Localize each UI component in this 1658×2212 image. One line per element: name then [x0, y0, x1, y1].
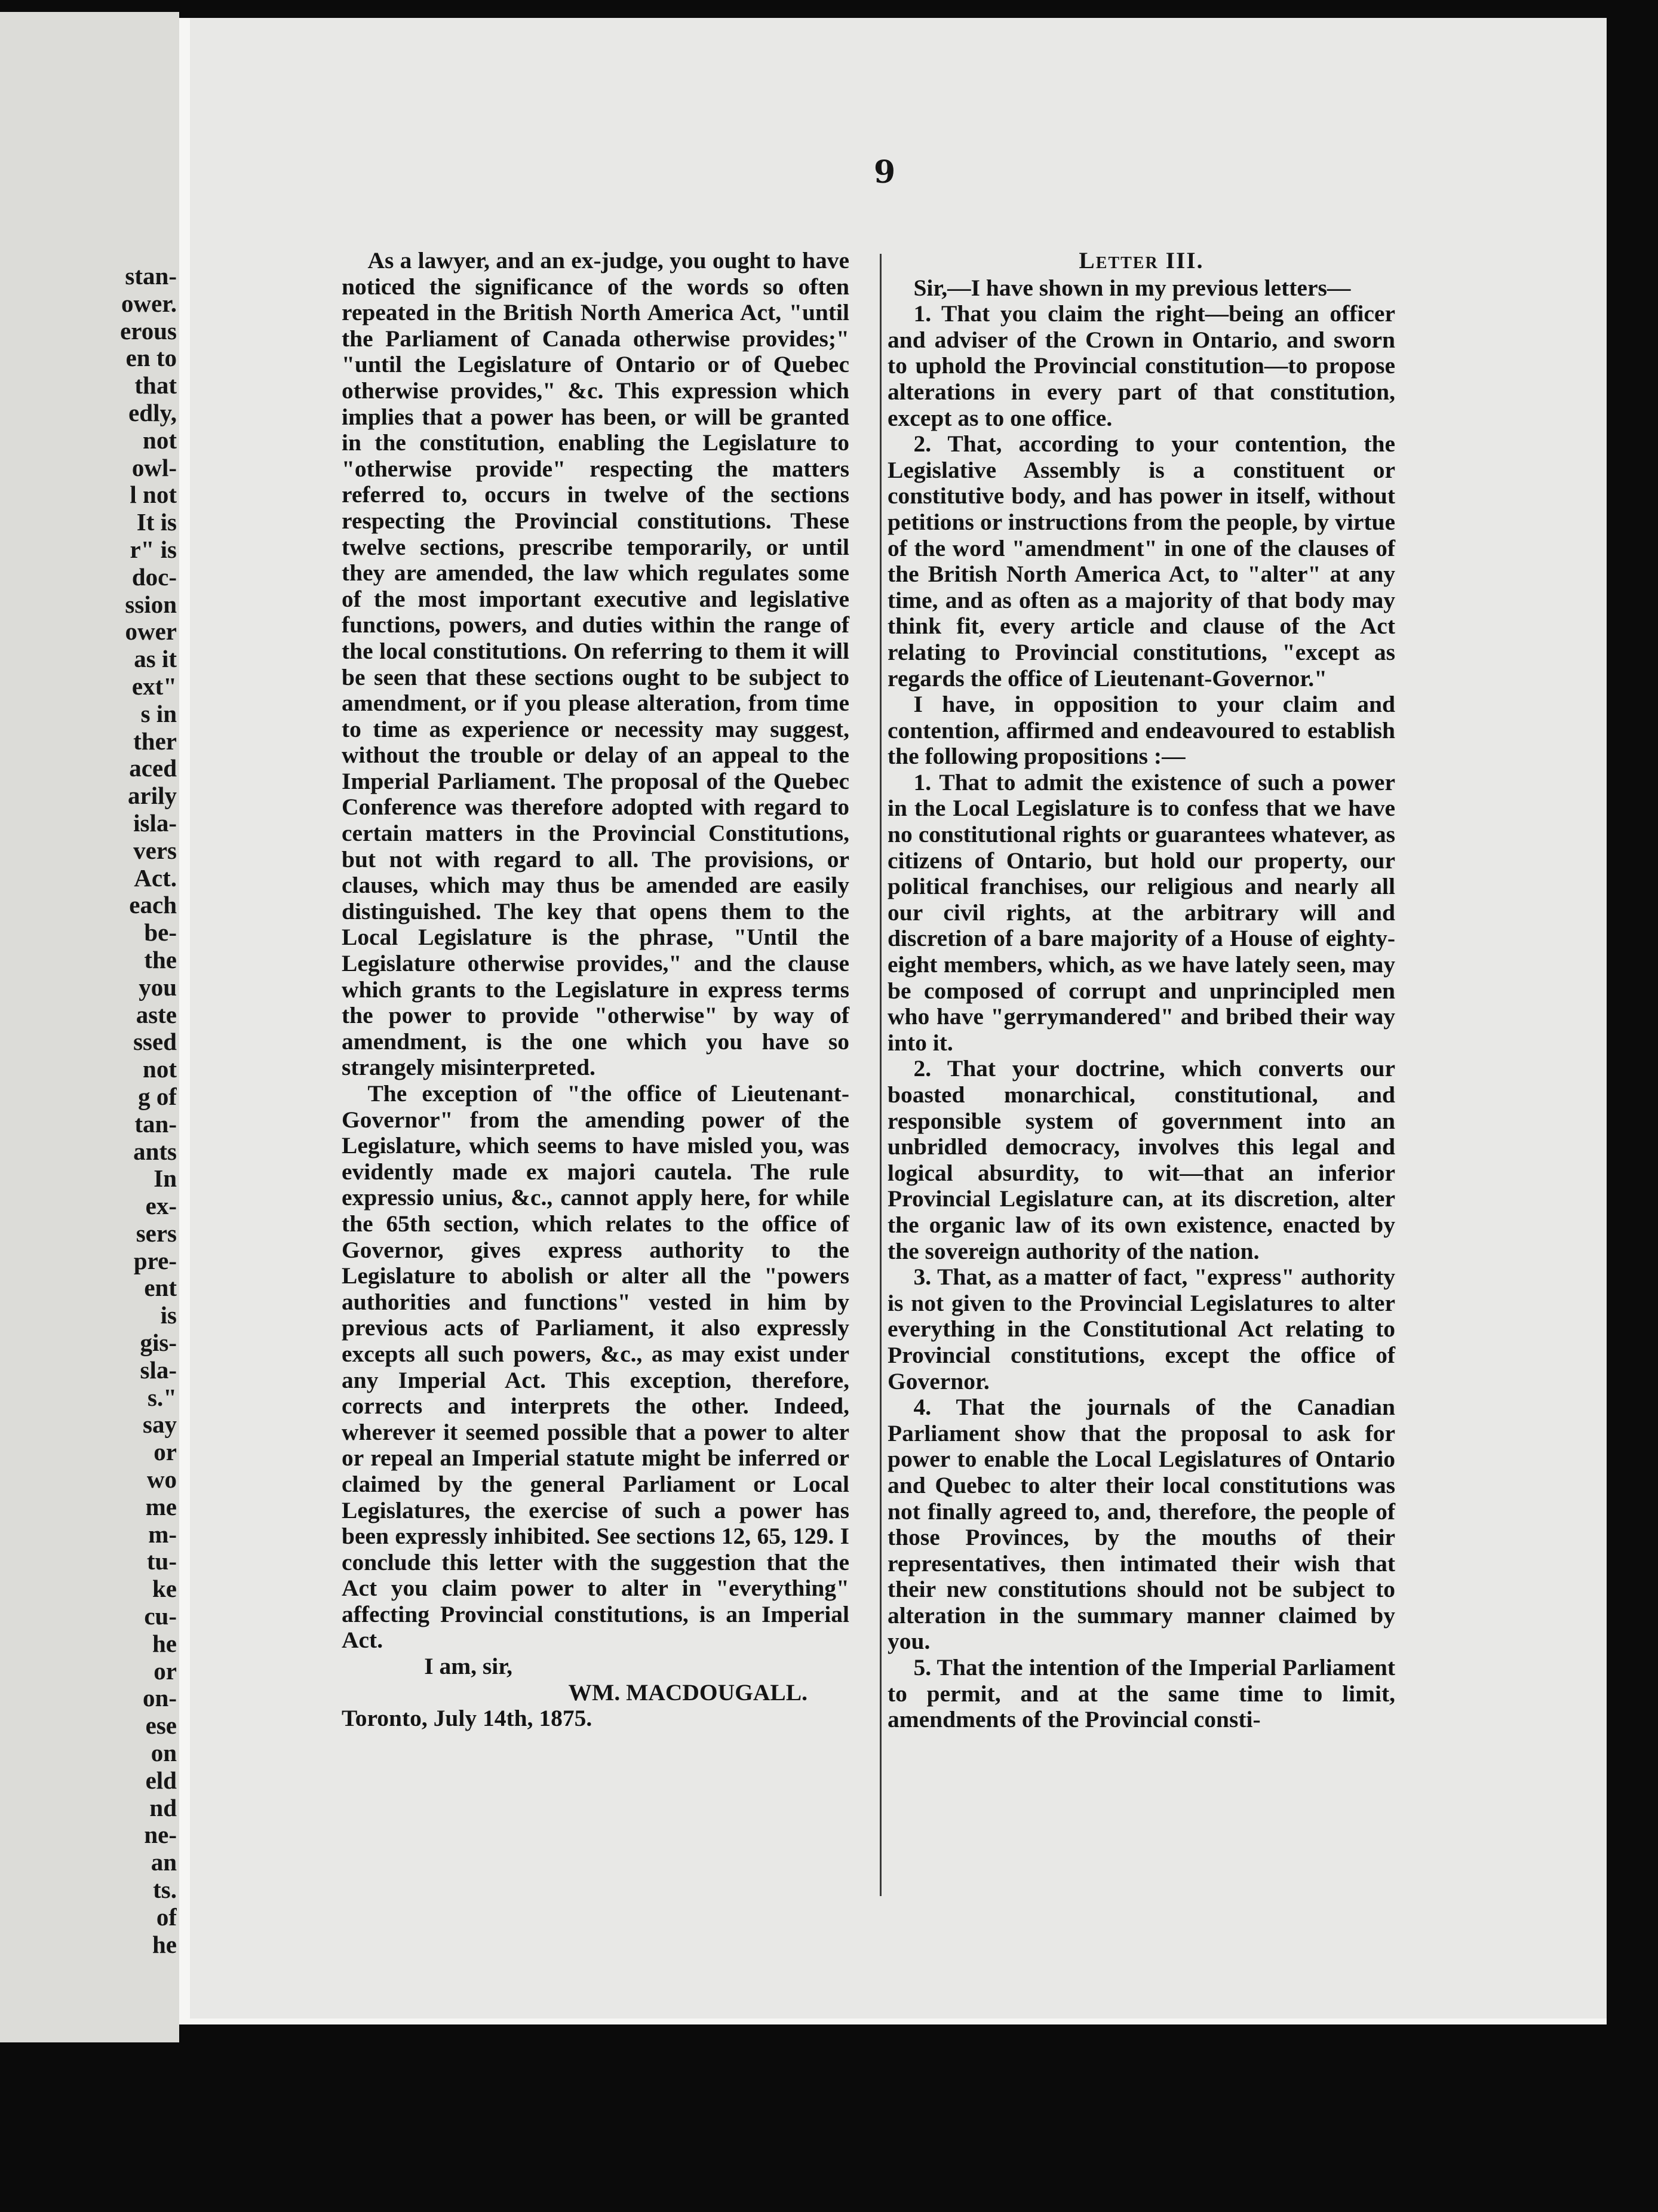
previous-page-fragment: that: [134, 372, 177, 400]
previous-page-fragment: or: [153, 1439, 177, 1466]
previous-page-fragment: owl-: [131, 454, 177, 481]
right-paragraph-3: 2. That, according to your contention, the Legislative Assembly is a constituent or constitutive body, and has power in itself, without petitions or instructions from the people, by virtue of the word "amendment" in one of the clauses of the British North America Act, to "alter" at any time, and as often as a majority of that body may think fit, every article and clause of the Act relating to Provincial constitutions, "except as regards the office of Lieutenant-Governor.": [888, 431, 1395, 692]
previous-page-fragment: you: [139, 973, 177, 1001]
right-paragraph-1: Sir,—I have shown in my previous letters—: [913, 274, 1351, 301]
previous-page-fragment: the: [144, 946, 177, 973]
previous-page-fragment: ower: [125, 618, 177, 646]
previous-page-fragment: sla-: [140, 1356, 177, 1384]
previous-page-fragments: [57, 263, 177, 1958]
previous-page-fragment: tan-: [134, 1110, 177, 1138]
previous-page-fragment: me: [145, 1493, 177, 1520]
right-paragraph-6: 2. That your doctrine, which converts our boasted monarchical, constitutional, and responsible system of government into an unbridled democracy, involves this legal and logical absurdity, to wit—that an inferior Provincial Legislature can, at its discretion, alter the organic law of its own existence, enacted by the sovereign authority of the nation.: [888, 1055, 1395, 1264]
letter-heading: Letter III.: [1079, 247, 1204, 274]
letter-signature: WM. MACDOUGALL.: [568, 1679, 807, 1706]
right-paragraph-7: 3. That, as a matter of fact, "express" authority is not given to the Provincial Legislatures to alter everything in the Constitutional Act relating to Provincial constitutions, except the office of Governor.: [888, 1264, 1395, 1394]
previous-page-fragment: s.": [148, 1384, 177, 1411]
right-paragraph-8: 4. That the journals of the Canadian Parliament show that the proposal to ask for power to enable the Local Legislatures of Ontario and Quebec to alter their local constitutions was not finally agreed to, and, therefore, the people of those Provinces, by the mouths of their representatives, then intimated their wish that their new constitutions should not be subject to alteration in the summary manner claimed by you.: [888, 1394, 1395, 1655]
left-paragraph-1: As a lawyer, and an ex-judge, you ought to have noticed the significance of the words so often repeated in the British North America Act, "until the Parliament of Canada otherwise provides;" "until the Legislature of Ontario or of Quebec otherwise provides," &c. This expression which implies that a power has been, or will be granted in the constitution, enabling the Legislature to "otherwise provide" respecting the matters referred to, occurs in twelve of the sections respecting the Provincial constitutions. These twelve sections, prescribe temporarily, or until they are amended, the law which regulates some of the most important executive and legislative functions, powers, and duties within the range of the local constitutions. On referring to them it will be seen that these sections ought to be subject to amendment, or if you please alteration, from time to time as experience or necessity may suggest, without the trouble or delay of an appeal to the Imperial Parliament. The proposal of the Quebec Conference was therefore adopted with regard to certain matters in the Provincial Constitutions, but not with regard to all. The provisions, or clauses, which may thus be amended are easily distinguished. The key that opens them to the Local Legislature is the phrase, "Until the Legislature otherwise provides," and the clause which grants to the Legislature in express terms the power to provide "otherwise" by way of amendment, is the one which you have so strangely misinterpreted.: [342, 247, 849, 1081]
right-paragraph-4: I have, in opposition to your claim and contention, affirmed and endeavoured to establish the following propositions :—: [888, 691, 1395, 770]
previous-page-fragment: ther: [133, 727, 177, 755]
letter-dateline: Toronto, July 14th, 1875.: [342, 1705, 592, 1732]
previous-page-fragment: eld: [145, 1766, 177, 1794]
document-page: [179, 18, 1607, 2024]
previous-page-fragment: he: [152, 1630, 177, 1657]
previous-page-fragment: vers: [133, 837, 177, 864]
letter-closing: I am, sir,: [424, 1653, 513, 1680]
previous-page-fragment: m-: [148, 1520, 177, 1548]
previous-page-fragment: In: [153, 1165, 177, 1193]
previous-page-fragment: erous: [120, 317, 177, 345]
previous-page-fragment: r" is: [130, 536, 177, 563]
page-number: 9: [874, 154, 896, 191]
previous-page-fragment: ext": [131, 672, 177, 700]
previous-page-fragment: It is: [136, 509, 177, 536]
previous-page-fragment: as it: [134, 646, 177, 673]
previous-page-fragment: Act.: [134, 864, 177, 892]
previous-page-fragment: ants: [133, 1138, 177, 1165]
previous-page-fragment: ower.: [121, 290, 177, 317]
previous-page-fragment: ese: [145, 1712, 177, 1740]
previous-page-fragment: he: [152, 1931, 177, 1958]
previous-page-fragment: ent: [144, 1274, 177, 1302]
right-paragraph-9: 5. That the intention of the Imperial Parliament to permit, and at the same time to limit, amendments of the Provincial consti-: [888, 1654, 1395, 1733]
previous-page-fragment: of: [156, 1903, 177, 1931]
previous-page-fragment: l not: [130, 481, 177, 509]
left-column: [342, 248, 849, 1732]
right-paragraph-2: 1. That you claim the right—being an officer and adviser of the Crown in Ontario, and sworn to uphold the Provincial constitution—to propose alterations in every part of that constitution, except as to one office.: [888, 300, 1395, 431]
previous-page-fragment: stan-: [125, 263, 177, 290]
previous-page-fragment: en to: [125, 345, 177, 372]
previous-page-edge: [0, 12, 179, 2042]
previous-page-fragment: g of: [138, 1083, 177, 1110]
previous-page-fragment: gis-: [140, 1329, 177, 1357]
previous-page-fragment: ssion: [125, 591, 177, 618]
previous-page-fragment: an: [151, 1849, 177, 1876]
previous-page-fragment: pre-: [133, 1247, 177, 1274]
previous-page-fragment: wo: [146, 1466, 177, 1494]
previous-page-fragment: isla-: [133, 809, 177, 837]
previous-page-fragment: ssed: [133, 1028, 177, 1056]
previous-page-fragment: aste: [136, 1001, 177, 1028]
right-paragraph-5: 1. That to admit the existence of such a power in the Local Legislature is to confess that we have no constitutional rights or guarantees whatever, as citizens of Ontario, but hold our property, our political franchises, our religious and nearly all our civil rights, at the arbitrary will and discretion of a bare majority of a House of eighty-eight members, which, as we have lately seen, may be composed of corrupt and unprincipled men who have "gerrymandered" and bribed their way into it.: [888, 769, 1395, 1056]
previous-page-fragment: ex-: [145, 1193, 177, 1220]
previous-page-fragment: edly,: [128, 399, 177, 426]
previous-page-fragment: not: [143, 1056, 177, 1083]
previous-page-fragment: each: [129, 892, 177, 919]
previous-page-fragment: ts.: [153, 1876, 177, 1904]
previous-page-fragment: on: [151, 1740, 177, 1767]
previous-page-fragment: on-: [143, 1685, 177, 1712]
previous-page-fragment: cu-: [144, 1603, 177, 1630]
previous-page-fragment: not: [143, 426, 177, 454]
previous-page-fragment: aced: [129, 755, 177, 782]
previous-page-fragment: sers: [136, 1219, 177, 1247]
previous-page-fragment: arily: [128, 782, 177, 810]
previous-page-fragment: ke: [152, 1575, 177, 1603]
previous-page-fragment: ne-: [144, 1821, 177, 1849]
previous-page-fragment: nd: [149, 1794, 177, 1821]
previous-page-fragment: or: [153, 1657, 177, 1685]
previous-page-fragment: doc-: [131, 563, 177, 591]
previous-page-fragment: say: [143, 1411, 177, 1439]
previous-page-fragment: tu-: [146, 1548, 177, 1575]
column-divider: [880, 254, 882, 1896]
previous-page-fragment: be-: [144, 919, 177, 947]
right-column: [888, 248, 1395, 1733]
left-paragraph-2: The exception of "the office of Lieutenant-Governor" from the amending power of the Legislature, which seems to have misled you, was evidently made ex majori cautela. The rule expressio unius, &c., cannot apply here, for while the 65th section, which relates to the office of Governor, gives express authority to the Legislature to abolish or alter all the "powers authorities and functions" vested in him by previous acts of Parliament, it also expressly excepts all such powers, &c., as may exist under any Imperial Act. This exception, therefore, corrects and interprets the other. Indeed, wherever it seemed possible that a power to alter or repeal an Imperial statute might be inferred or claimed by the general Parliament or Local Legislatures, the exercise of such a power has been expressly inhibited. See sections 12, 65, 129. I conclude this letter with the suggestion that the Act you claim power to alter in "everything" affecting Provincial constitutions, is an Imperial Act.: [342, 1080, 849, 1654]
previous-page-fragment: s in: [140, 700, 177, 727]
previous-page-fragment: is: [160, 1302, 177, 1329]
